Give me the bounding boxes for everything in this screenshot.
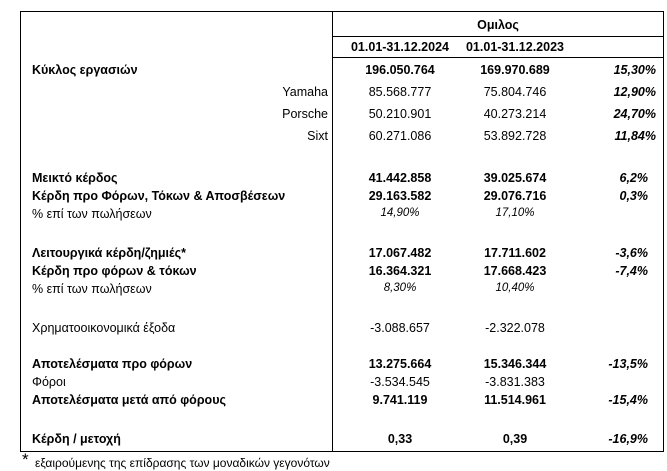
value-2024-ebt: 13.275.664 xyxy=(368,357,432,371)
value-2023-finance-costs: -2.322.078 xyxy=(485,321,545,335)
table-border-top xyxy=(20,11,664,12)
row-label-gross-profit: Μεικτό κέρδος xyxy=(32,171,118,185)
value-2024-taxes: -3.534.545 xyxy=(370,375,430,389)
column-divider xyxy=(332,11,333,452)
financial-table xyxy=(20,11,664,452)
row-label-ebitda: Κέρδη προ Φόρων, Τόκων & Αποσβέσεων xyxy=(32,189,286,203)
row-label-taxes: Φόροι xyxy=(32,375,66,389)
change-ebt: -13,5% xyxy=(608,357,648,371)
row-label-ebt: Αποτελέσματα προ φόρων xyxy=(32,357,193,371)
header-divider xyxy=(332,36,664,37)
row-label-ebit: Κέρδη προ φόρων & τόκων xyxy=(32,264,197,278)
row-label-sixt: Sixt xyxy=(307,129,328,143)
row-label-yamaha: Yamaha xyxy=(282,85,328,99)
value-2024-ebitda: 29.163.582 xyxy=(368,189,432,203)
value-2024-finance-costs: -3.088.657 xyxy=(370,321,430,335)
value-2023-yamaha: 75.804.746 xyxy=(483,85,547,99)
change-eps: -16,9% xyxy=(608,432,648,446)
row-label-ebitda-pct: % επί των πωλήσεων xyxy=(32,207,152,221)
value-2024-yamaha: 85.568.777 xyxy=(368,85,432,99)
change-net: -15,4% xyxy=(608,393,648,407)
value-2024-net: 9.741.119 xyxy=(372,393,428,407)
value-2023-eps: 0,39 xyxy=(502,432,528,446)
table-border-right xyxy=(663,11,664,452)
column-header-2024: 01.01-31.12.2024 xyxy=(350,40,449,54)
value-2024-ebit-pct: 8,30% xyxy=(383,282,417,294)
value-2023-ebit-pct: 10,40% xyxy=(495,282,535,294)
change-sixt: 11,84% xyxy=(614,129,656,143)
row-label-finance-costs: Χρηματοοικονομικά έξοδα xyxy=(32,321,176,335)
value-2024-porsche: 50.210.901 xyxy=(368,107,432,121)
row-label-ebit-pct: % επί των πωλήσεων xyxy=(32,282,152,296)
change-porsche: 24,70% xyxy=(613,107,656,121)
value-2023-gross-profit: 39.025.674 xyxy=(483,171,547,185)
value-2023-ebt: 15.346.344 xyxy=(483,357,547,371)
value-2023-taxes: -3.831.383 xyxy=(485,375,545,389)
group-header: Ομιλος xyxy=(477,18,519,32)
row-label-net: Αποτελέσματα μετά από φόρους xyxy=(32,393,226,407)
value-2024-eps: 0,33 xyxy=(387,432,413,446)
value-2024-revenue: 196.050.764 xyxy=(365,63,435,77)
row-label-porsche: Porsche xyxy=(282,107,328,121)
value-2024-operating: 17.067.482 xyxy=(368,246,432,260)
change-operating: -3,6% xyxy=(615,246,648,260)
row-label-revenue: Κύκλος εργασιών xyxy=(32,63,138,77)
value-2023-revenue: 169.970.689 xyxy=(480,63,550,77)
column-header-2023: 01.01-31.12.2023 xyxy=(465,40,564,54)
value-2023-net: 11.514.961 xyxy=(484,393,546,407)
footnote-text: εξαιρούμενης της επίδρασης των μοναδικών γεγονότων xyxy=(35,456,330,470)
change-ebitda: 0,3% xyxy=(619,189,648,203)
value-2023-porsche: 40.273.214 xyxy=(483,107,547,121)
value-2024-ebitda-pct: 14,90% xyxy=(380,207,420,219)
row-label-eps: Κέρδη / μετοχή xyxy=(32,432,121,446)
value-2023-operating: 17.711.602 xyxy=(484,246,546,260)
value-2023-ebitda: 29.076.716 xyxy=(483,189,547,203)
table-border-bottom xyxy=(20,451,664,452)
row-label-operating: Λειτουργικά κέρδη/ζημιές* xyxy=(32,246,187,260)
change-ebit: -7,4% xyxy=(615,264,648,278)
value-2024-sixt: 60.271.086 xyxy=(368,129,432,143)
value-2024-gross-profit: 41.442.858 xyxy=(368,171,432,185)
header-divider-bottom xyxy=(332,57,664,58)
value-2023-ebitda-pct: 17,10% xyxy=(495,207,535,219)
footnote-marker: * xyxy=(22,450,29,469)
value-2023-ebit: 17.668.423 xyxy=(483,264,547,278)
table-border-left xyxy=(20,11,21,452)
value-2024-ebit: 16.364.321 xyxy=(368,264,432,278)
value-2023-sixt: 53.892.728 xyxy=(483,129,547,143)
change-yamaha: 12,90% xyxy=(613,85,656,99)
change-revenue: 15,30% xyxy=(613,63,656,77)
change-gross-profit: 6,2% xyxy=(619,171,648,185)
